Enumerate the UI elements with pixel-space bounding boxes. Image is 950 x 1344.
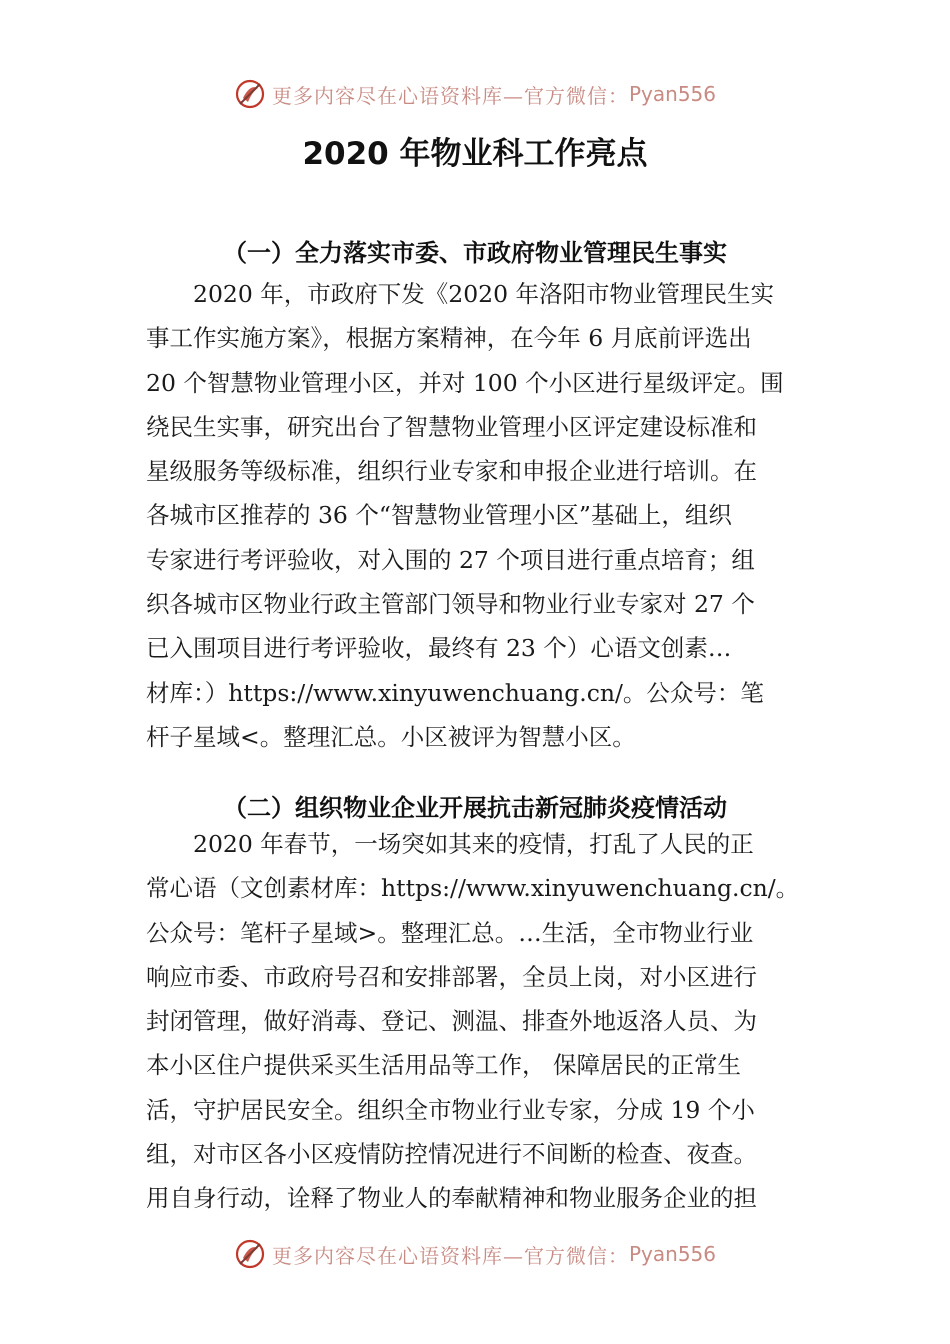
paragraph-line: 2020 年春节，一场突如其来的疫情，打乱了人民的正: [193, 830, 754, 858]
paragraph-line: 已入围项目进行考评验收，最终有 23 个）心语文创素…: [146, 634, 732, 663]
paragraph-line: 材库：）https://www.xinyuwenchuang.cn/。公众号：笔: [146, 678, 764, 707]
document-title: 2020 年物业科工作亮点: [302, 136, 648, 172]
paragraph-line: 2020 年，市政府下发《2020 年洛阳市物业管理民生实: [193, 280, 775, 308]
watermark-banner-top: [0, 74, 950, 114]
paragraph-line: 杆子星域<。整理汇总。小区被评为智慧小区。: [146, 722, 636, 751]
paragraph-line: 绕民生实事，研究出台了智慧物业管理小区评定建设标准和: [146, 412, 757, 441]
paragraph-line: 常心语（文创素材库：https://www.xinyuwenchuang.cn/。: [146, 874, 800, 903]
watermark-text: 更多内容尽在心语资料库—官方微信：: [271, 1243, 629, 1268]
paragraph-line: 事工作实施方案》，根据方案精神，在今年 6 月底前评选出: [146, 324, 752, 353]
brand-logo-icon: [234, 78, 266, 110]
watermark-handle: Pyan556: [628, 1242, 716, 1266]
section-1-paragraph: [146, 272, 808, 759]
section-heading-1: （一）全力落实市委、市政府物业管理民生事实: [223, 239, 727, 267]
paragraph-line: 专家进行考评验收，对入围的 27 个项目进行重点培育；组: [146, 545, 755, 574]
paragraph-line: 响应市委、市政府号召和安排部署，全员上岗，对小区进行: [146, 962, 757, 991]
paragraph-line: 公众号：笔杆子星域>。整理汇总。…生活，全市物业行业: [146, 918, 754, 947]
paragraph-line: 星级服务等级标准，组织行业专家和申报企业进行培训。在: [146, 457, 757, 486]
paragraph-line: 织各城市区物业行政主管部门领导和物业行业专家对 27 个: [146, 590, 755, 619]
paragraph-line: 组，对市区各小区疫情防控情况进行不间断的检查、夜查。: [146, 1140, 757, 1169]
section-heading-2: （二）组织物业企业开展抗击新冠肺炎疫情活动: [223, 794, 727, 822]
paragraph-line: 封闭管理，做好消毒、登记、测温、排查外地返洛人员、为: [146, 1007, 757, 1036]
brand-logo-icon: [234, 1238, 266, 1270]
paragraph-line: 活，守护居民安全。组织全市物业行业专家，分成 19 个小: [146, 1095, 755, 1124]
watermark-text: 更多内容尽在心语资料库—官方微信：: [271, 83, 629, 108]
section-2-paragraph: [146, 822, 808, 1221]
paragraph-line: 本小区住户提供采买生活用品等工作， 保障居民的正常生: [146, 1051, 741, 1080]
watermark-banner-bottom: [0, 1234, 950, 1274]
paragraph-line: 用自身行动，诠释了物业人的奉献精神和物业服务企业的担: [146, 1184, 757, 1213]
watermark-handle: Pyan556: [628, 82, 716, 106]
paragraph-line: 各城市区推荐的 36 个“智慧物业管理小区”基础上，组织: [146, 501, 732, 530]
paragraph-line: 20 个智慧物业管理小区，并对 100 个小区进行星级评定。围: [146, 368, 784, 397]
